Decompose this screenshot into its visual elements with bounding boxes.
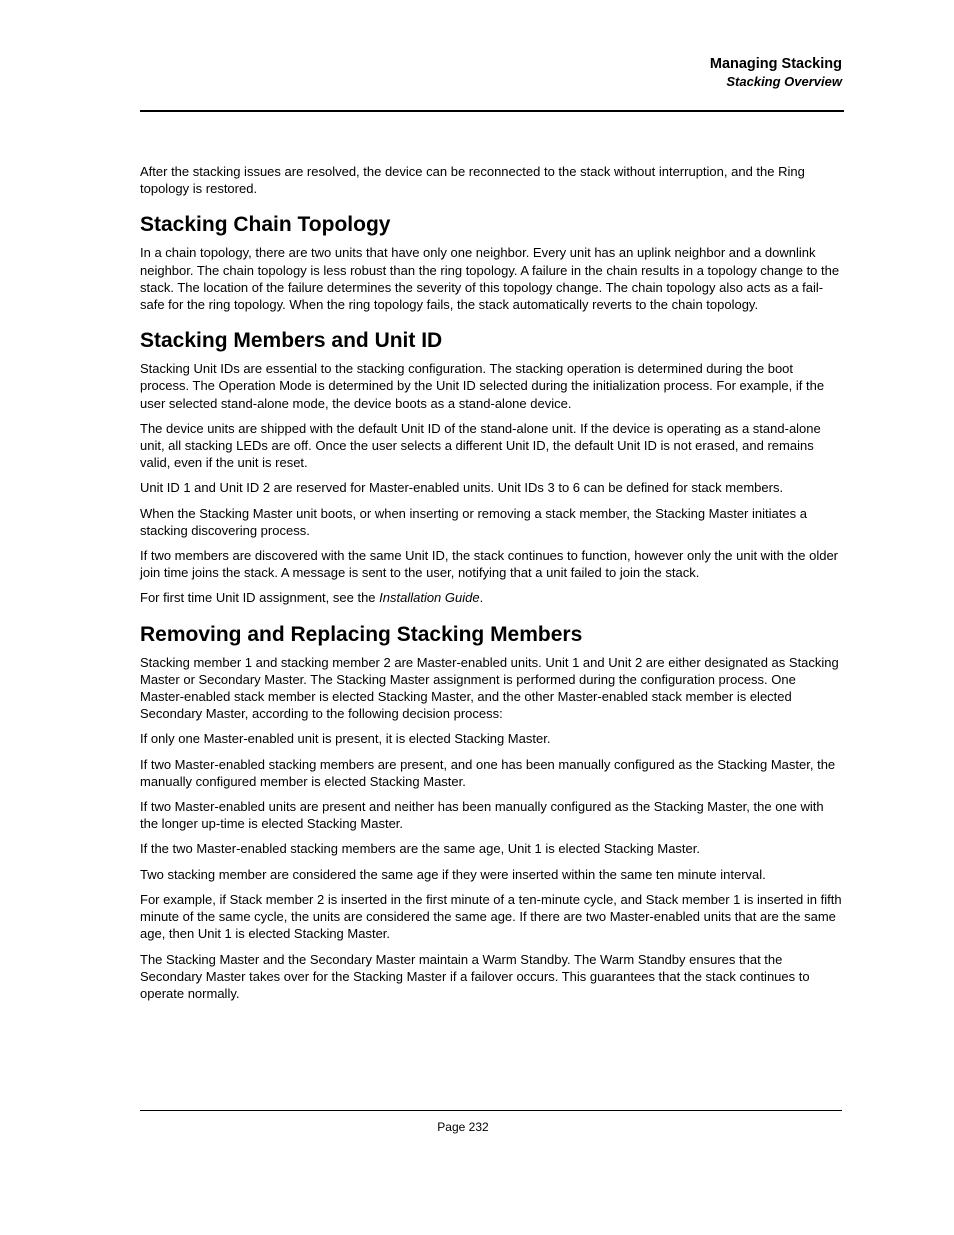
removing-paragraph-8: The Stacking Master and the Secondary Master maintain a Warm Standby. The Warm Standby ensures that the Secondary Master takes over for the Stacking Master if a failover occurs. This guarantees that the stack continues to operate normally. — [140, 951, 810, 1001]
unit-id-paragraph-1: Stacking Unit IDs are essential to the stacking configuration. The stacking operation is determined during the boot process. The Operation Mode is determined by the Unit ID selected during the initialization process. For example, if the user selected stand-alone mode, the device boots as a stand-alone device. — [140, 361, 825, 411]
header-chapter-title: Managing Stacking — [709, 56, 842, 72]
page-number: Page 232 — [437, 1120, 489, 1134]
removing-paragraph-5: If the two Master-enabled stacking members are the same age, Unit 1 is elected Stacking Master. — [140, 841, 700, 857]
footer-divider — [140, 1110, 842, 1111]
unit-id-paragraph-2: The device units are shipped with the default Unit ID of the stand-alone unit. If the device is operating as a stand-alone unit, all stacking LEDs are off. Once the user selects a different Unit ID, the default Unit ID is not erased, and remains valid, even if the unit is reset. — [140, 420, 821, 471]
unit-id-paragraph-3: Unit ID 1 and Unit ID 2 are reserved for Master-enabled units. Unit IDs 3 to 6 can be defined for stack members. — [140, 480, 784, 496]
unit-id-paragraph-6 — [140, 589, 842, 606]
heading-stacking-chain-topology: Stacking Chain Topology — [140, 213, 391, 237]
installation-guide-reference: Installation Guide — [379, 590, 480, 606]
unit-id-paragraph-6-suffix: . — [479, 590, 484, 606]
unit-id-paragraph-6-prefix: For first time Unit ID assignment, see the — [140, 590, 380, 606]
chain-topology-paragraph: In a chain topology, there are two units that have only one neighbor. Every unit has an uplink neighbor and a downlink neighbor. The chain topology is less robust than the ring topology. A failure in the chain results in a topology change to the stack. The location of the failure determines the severity of this topology change. The chain topology also acts as a fail-safe for the ring topology. When the ring topology fails, the stack automatically reverts to the chain topology. — [140, 245, 840, 313]
running-header — [140, 55, 842, 90]
removing-paragraph-6: Two stacking member are considered the same age if they were inserted within the same ten minute interval. — [140, 866, 766, 882]
heading-stacking-members-unit-id: Stacking Members and Unit ID — [140, 329, 443, 353]
page-body — [140, 163, 842, 1010]
removing-paragraph-2: If only one Master-enabled unit is present, it is elected Stacking Master. — [140, 731, 551, 747]
removing-paragraph-3: If two Master-enabled stacking members are present, and one has been manually configured as the Stacking Master, the manually configured member is elected Stacking Master. — [140, 756, 836, 789]
removing-paragraph-4: If two Master-enabled units are present and neither has been manually configured as the Stacking Master, the one with the longer up-time is elected Stacking Master. — [140, 799, 824, 832]
heading-removing-replacing-members: Removing and Replacing Stacking Members — [140, 622, 583, 646]
unit-id-paragraph-5: If two members are discovered with the same Unit ID, the stack continues to function, however only the unit with the older join time joins the stack. A message is sent to the user, notifying that a unit failed to join the stack. — [140, 548, 839, 581]
removing-paragraph-7: For example, if Stack member 2 is inserted in the first minute of a ten-minute cycle, and Stack member 1 is inserted in fifth minute of the same cycle, the units are considered the same age. If there are two Master-enabled units that are the same age, then Unit 1 is elected Stacking Master. — [140, 891, 842, 942]
intro-paragraph: After the stacking issues are resolved, the device can be reconnected to the stack without interruption, and the Ring topology is restored. — [140, 164, 805, 197]
header-section-title: Stacking Overview — [726, 74, 842, 89]
header-divider — [140, 110, 844, 112]
removing-paragraph-1: Stacking member 1 and stacking member 2 are Master-enabled units. Unit 1 and Unit 2 are either designated as Stacking Master or Secondary Master. The Stacking Master assignment is performed during the configuration process. One Master-enabled stack member is elected Stacking Master, and the other Master-enabled stack member is elected Secondary Master, according to the following decision process: — [140, 654, 839, 722]
unit-id-paragraph-4: When the Stacking Master unit boots, or when inserting or removing a stack member, the Stacking Master initiates a stacking discovering process. — [140, 505, 807, 538]
